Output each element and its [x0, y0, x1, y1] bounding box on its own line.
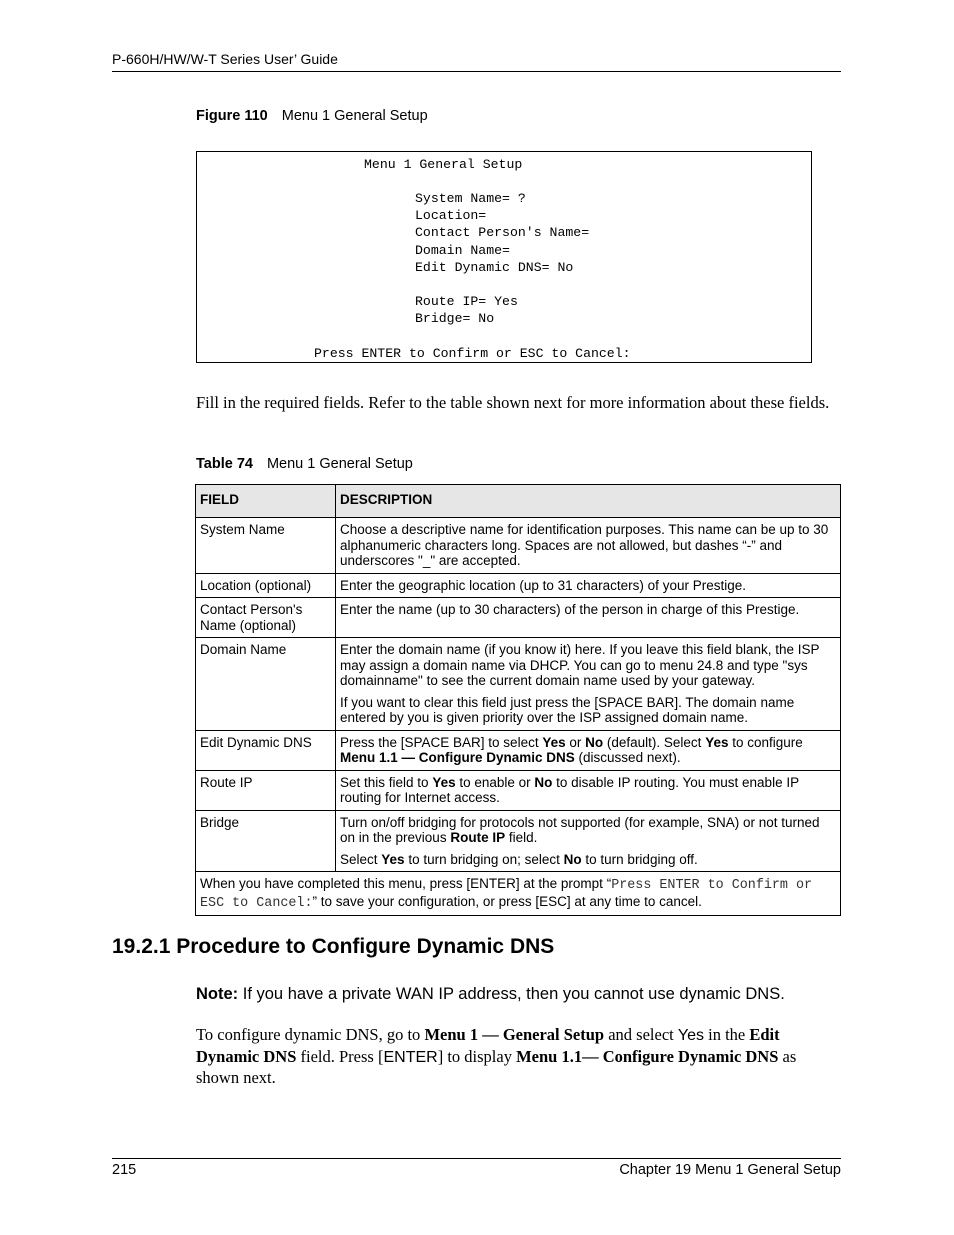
terminal-field: Route IP= Yes	[415, 294, 518, 309]
description-cell: Press the [SPACE BAR] to select Yes or No (default). Select Yes to configure Menu 1.1 — Configure Dynamic DNS (discussed next).	[336, 730, 841, 770]
note	[196, 985, 785, 1004]
intro-paragraph: Fill in the required fields. Refer to the table shown next for more information about these fields.	[196, 393, 830, 412]
running-header: P-660H/HW/W-T Series User’ Guide	[112, 51, 338, 67]
description-paragraph: Select Yes to turn bridging on; select No to turn bridging off.	[340, 851, 698, 867]
footer-rule	[112, 1158, 841, 1159]
field-cell: Route IP	[196, 770, 336, 810]
description-cell	[336, 810, 841, 872]
field-cell: Location (optional)	[196, 573, 336, 598]
terminal-screen	[196, 151, 812, 363]
terminal-field: Bridge= No	[415, 311, 495, 326]
table-row	[196, 638, 841, 731]
header-description: DESCRIPTION	[336, 485, 841, 518]
terminal-field: Edit Dynamic DNS= No	[415, 260, 574, 275]
description-cell: Enter the name (up to 30 characters) of the person in charge of this Prestige.	[336, 598, 841, 638]
table-header-row	[196, 485, 841, 518]
figure-label: Figure 110	[196, 108, 268, 124]
field-cell: System Name	[196, 518, 336, 574]
description-cell: Enter the geographic location (up to 31 characters) of your Prestige.	[336, 573, 841, 598]
note-label: Note:	[196, 985, 239, 1003]
terminal-field: System Name= ?	[415, 191, 526, 206]
section-heading: 19.2.1 Procedure to Configure Dynamic DNS	[112, 935, 555, 958]
prompt-text: Press ENTER to Confirm or ESC to Cancel:	[200, 878, 813, 911]
terminal-prompt: Press ENTER to Confirm or ESC to Cancel:	[314, 346, 631, 361]
description-cell	[336, 638, 841, 731]
field-cell: Domain Name	[196, 638, 336, 731]
table-caption	[196, 456, 413, 472]
field-cell: Bridge	[196, 810, 336, 872]
description-cell: Set this field to Yes to enable or No to disable IP routing. You must enable IP routing for Internet access.	[336, 770, 841, 810]
terminal-field: Location=	[415, 208, 487, 223]
page-number: 215	[112, 1162, 137, 1178]
header-rule	[112, 71, 841, 72]
table-row	[196, 573, 841, 598]
figure-title: Menu 1 General Setup	[281, 108, 428, 124]
field-cell: Edit Dynamic DNS	[196, 730, 336, 770]
field-cell: Contact Person's Name (optional)	[196, 598, 336, 638]
description-paragraph: Enter the domain name (if you know it) here. If you leave this field blank, the ISP may assign a domain name via DHCP. You can go to menu 24.8 and type "sys domainname" to see the current domain name used by your gateway.	[340, 642, 820, 688]
description-paragraph: If you want to clear this field just press the [SPACE BAR]. The domain name entered by you is given priority over the ISP assigned domain name.	[340, 694, 795, 725]
chapter-title: Chapter 19 Menu 1 General Setup	[619, 1162, 841, 1178]
figure-caption	[196, 108, 428, 124]
table-footnote-row	[196, 872, 841, 916]
terminal-title: Menu 1 General Setup	[364, 157, 523, 172]
note-text: If you have a private WAN IP address, then you cannot use dynamic DNS.	[238, 985, 785, 1003]
table-label: Table 74	[196, 456, 253, 472]
description-paragraph: Turn on/off bridging for protocols not supported (for example, SNA) or not turned on in the previous Route IP field.	[340, 814, 820, 845]
table-row	[196, 730, 841, 770]
table-title: Menu 1 General Setup	[266, 456, 413, 472]
terminal-field: Domain Name=	[415, 243, 510, 258]
table-row	[196, 598, 841, 638]
terminal-field: Contact Person's Name=	[415, 225, 590, 240]
table-footnote: When you have completed this menu, press [ENTER] at the prompt “Press ENTER to Confirm or ESC to Cancel:” to save your configuration, or press [ESC] at any time to cancel.	[196, 872, 841, 916]
body-paragraph: To configure dynamic DNS, go to Menu 1 — General Setup and select Yes in the Edit Dynamic DNS field. Press [ENTER] to display Menu 1.1— Configure Dynamic DNS as shown next.	[196, 1025, 797, 1087]
table-row	[196, 770, 841, 810]
field-description-table	[195, 484, 841, 916]
table-row	[196, 518, 841, 574]
table-row	[196, 810, 841, 872]
description-cell: Choose a descriptive name for identification purposes. This name can be up to 30 alphanumeric characters long. Spaces are not allowed, but dashes “-” and underscores "_" are accepted.	[336, 518, 841, 574]
header-field: FIELD	[196, 485, 336, 518]
